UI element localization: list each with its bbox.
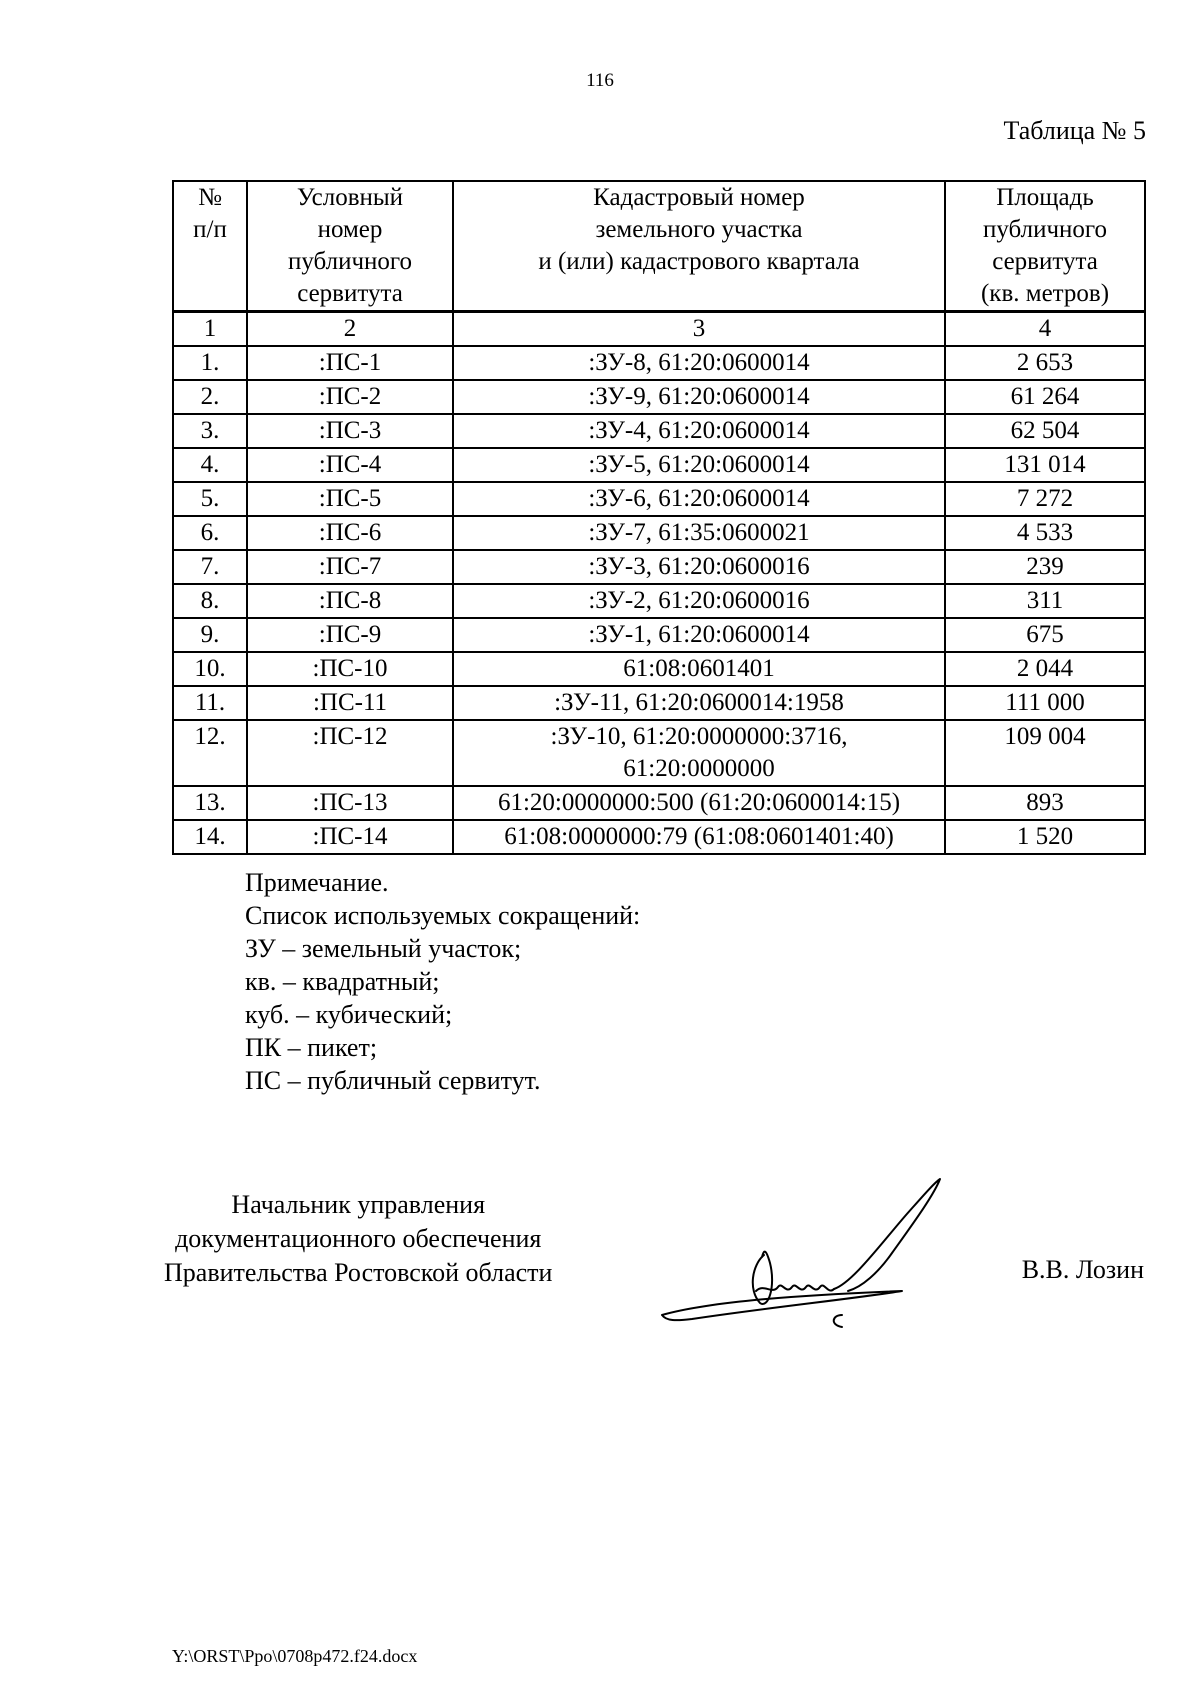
table-row [173, 652, 1145, 686]
servitude-area: 675 [945, 618, 1145, 652]
servitude-code: :ПС-9 [247, 618, 453, 652]
table-row [173, 686, 1145, 720]
servitude-code: :ПС-2 [247, 380, 453, 414]
cadastral-line: :ЗУ-1, 61:20:0600014 [588, 621, 810, 648]
page-number: 116 [586, 70, 614, 91]
note-title: Примечание. [245, 868, 389, 897]
servitude-code: :ПС-8 [247, 584, 453, 618]
header-line: № [198, 184, 222, 211]
cadastral-line: :ЗУ-11, 61:20:0600014:1958 [554, 689, 844, 716]
servitude-area: 2 653 [945, 346, 1145, 380]
header-line: (кв. метров) [980, 280, 1110, 307]
column-number: 4 [945, 312, 1145, 347]
cadastral-number [453, 618, 945, 652]
servitude-code: :ПС-13 [247, 786, 453, 820]
table-row [173, 820, 1145, 854]
cadastral-line: :ЗУ-3, 61:20:0600016 [588, 553, 810, 580]
servitude-area: 62 504 [945, 414, 1145, 448]
cadastral-number [453, 820, 945, 854]
header-line: Кадастровый номер [593, 184, 805, 211]
note-item: ЗУ – земельный участок; [245, 934, 522, 963]
cadastral-line: :ЗУ-5, 61:20:0600014 [588, 451, 810, 478]
servitude-code: :ПС-3 [247, 414, 453, 448]
servitude-code: :ПС-7 [247, 550, 453, 584]
table-row [173, 414, 1145, 448]
table-row [173, 516, 1145, 550]
servitude-code: :ПС-6 [247, 516, 453, 550]
servitude-area: 239 [945, 550, 1145, 584]
header-line: и (или) кадастрового квартала [538, 248, 860, 275]
cadastral-number [453, 346, 945, 380]
servitude-code: :ПС-10 [247, 652, 453, 686]
row-number: 3. [173, 414, 247, 448]
table-body [173, 312, 1145, 855]
cadastral-line: 61:08:0000000:79 (61:08:0601401:40) [504, 823, 894, 850]
cadastral-line: :ЗУ-10, 61:20:0000000:3716, [550, 723, 848, 750]
column-number: 1 [173, 312, 247, 347]
servitude-area: 1 520 [945, 820, 1145, 854]
table-row [173, 550, 1145, 584]
note-item: куб. – кубический; [245, 1000, 453, 1029]
footer-file-path: Y:\ORST\Ppo\0708p472.f24.docx [172, 1646, 418, 1666]
cadastral-number [453, 380, 945, 414]
servitude-code: :ПС-1 [247, 346, 453, 380]
servitude-area: 7 272 [945, 482, 1145, 516]
note-item: ПС – публичный сервитут. [245, 1066, 541, 1095]
column-number: 2 [247, 312, 453, 347]
header-line: п/п [193, 216, 227, 243]
servitude-area: 61 264 [945, 380, 1145, 414]
header-line: Площадь [996, 184, 1094, 211]
header-line: земельного участка [595, 216, 803, 243]
column-number-row [173, 312, 1145, 347]
table-row [173, 482, 1145, 516]
servitude-area: 111 000 [945, 686, 1145, 720]
header-line: номер [317, 216, 383, 243]
row-number: 10. [173, 652, 247, 686]
row-number: 2. [173, 380, 247, 414]
column-number: 3 [453, 312, 945, 347]
cadastral-line: :ЗУ-6, 61:20:0600014 [588, 485, 810, 512]
header-line: сервитута [992, 248, 1098, 275]
note-block [245, 866, 640, 1097]
table-row [173, 786, 1145, 820]
header-number [173, 181, 247, 312]
table-row [173, 584, 1145, 618]
cadastral-number [453, 786, 945, 820]
cadastral-number [453, 516, 945, 550]
cadastral-number [453, 414, 945, 448]
row-number: 14. [173, 820, 247, 854]
note-item: ПК – пикет; [245, 1033, 378, 1062]
row-number: 5. [173, 482, 247, 516]
header-cadastral-number [453, 181, 945, 312]
table-row [173, 346, 1145, 380]
header-line: публичного [287, 248, 413, 275]
cadastral-line: :ЗУ-4, 61:20:0600014 [588, 417, 810, 444]
cadastral-number [453, 584, 945, 618]
header-line: Условный [296, 184, 404, 211]
cadastral-number [453, 652, 945, 686]
cadastral-number [453, 686, 945, 720]
header-line: сервитута [297, 280, 403, 307]
servitudes-table [172, 180, 1146, 855]
cadastral-number [453, 550, 945, 584]
cadastral-line: :ЗУ-8, 61:20:0600014 [588, 349, 810, 376]
table-row [173, 720, 1145, 786]
servitude-area: 109 004 [945, 720, 1145, 786]
row-number: 1. [173, 346, 247, 380]
signer-position [164, 1188, 552, 1290]
row-number: 8. [173, 584, 247, 618]
cadastral-line: :ЗУ-7, 61:35:0600021 [588, 519, 810, 546]
note-subtitle: Список используемых сокращений: [245, 901, 641, 930]
table-caption: Таблица № 5 [1003, 116, 1146, 145]
signer-position-line: Правительства Ростовской области [164, 1258, 553, 1287]
servitude-area: 131 014 [945, 448, 1145, 482]
servitude-code: :ПС-11 [247, 686, 453, 720]
signer-position-line: документационного обеспечения [175, 1224, 542, 1253]
signer-position-line: Начальник управления [231, 1190, 486, 1219]
cadastral-number [453, 448, 945, 482]
cadastral-number [453, 720, 945, 786]
servitude-code: :ПС-5 [247, 482, 453, 516]
cadastral-line: :ЗУ-2, 61:20:0600016 [588, 587, 810, 614]
cadastral-line: 61:20:0000000:500 (61:20:0600014:15) [497, 789, 901, 816]
header-servitude-code [247, 181, 453, 312]
header-line: публичного [982, 216, 1108, 243]
header-area [945, 181, 1145, 312]
row-number: 7. [173, 550, 247, 584]
row-number: 12. [173, 720, 247, 786]
cadastral-line: 61:20:0000000 [623, 755, 775, 782]
table-row [173, 618, 1145, 652]
servitude-area: 893 [945, 786, 1145, 820]
row-number: 9. [173, 618, 247, 652]
row-number: 6. [173, 516, 247, 550]
row-number: 13. [173, 786, 247, 820]
cadastral-line: 61:08:0601401 [623, 655, 775, 682]
table-row [173, 380, 1145, 414]
servitude-area: 311 [945, 584, 1145, 618]
servitude-code: :ПС-4 [247, 448, 453, 482]
servitude-code: :ПС-12 [247, 720, 453, 786]
note-item: кв. – квадратный; [245, 967, 440, 996]
servitude-area: 4 533 [945, 516, 1145, 550]
servitude-code: :ПС-14 [247, 820, 453, 854]
row-number: 4. [173, 448, 247, 482]
table-header-row [173, 181, 1145, 312]
handwritten-signature [652, 1175, 982, 1340]
cadastral-number [453, 482, 945, 516]
cadastral-line: :ЗУ-9, 61:20:0600014 [588, 383, 810, 410]
row-number: 11. [173, 686, 247, 720]
signer-name: В.В. Лозин [1021, 1255, 1144, 1284]
servitude-area: 2 044 [945, 652, 1145, 686]
table-row [173, 448, 1145, 482]
